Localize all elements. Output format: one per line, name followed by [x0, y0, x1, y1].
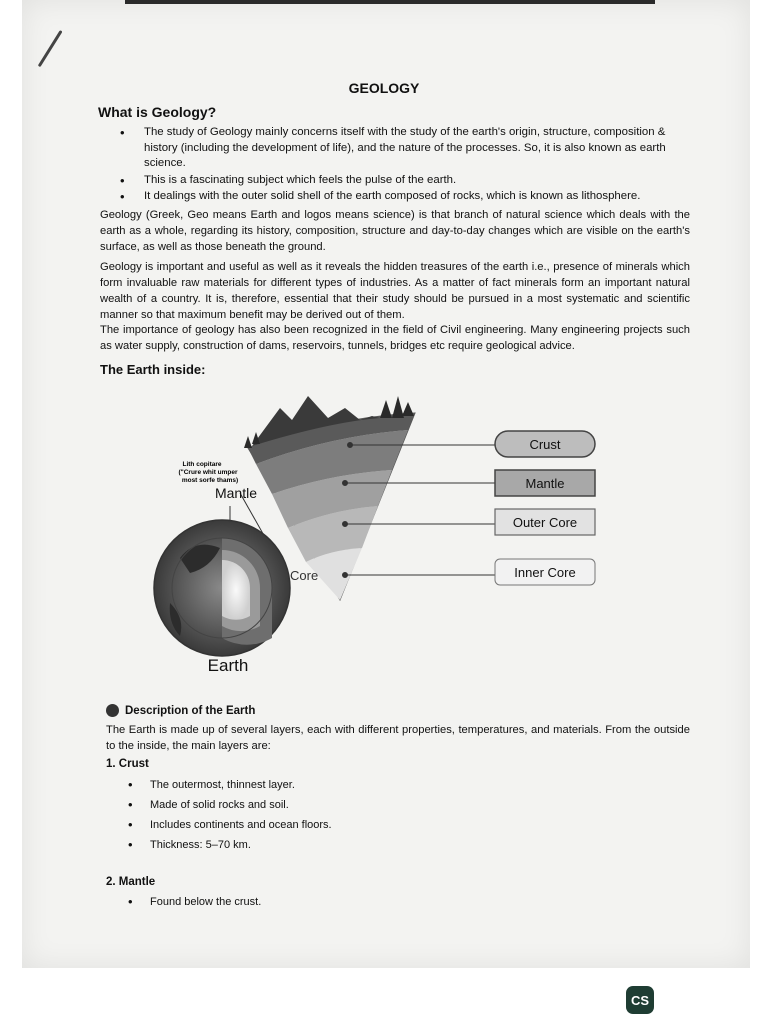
intro-bullets	[118, 125, 688, 206]
earth-inside-label: The Earth inside:	[100, 362, 206, 377]
camscanner-logo-icon: CS	[626, 986, 654, 1014]
description-heading	[106, 704, 255, 717]
paragraph-definition: Geology (Greek, Geo means Earth and logos means science) is that branch of natural science which deals with the earth as a whole, regarding its history, composition, structure and day-to-day changes which are visible on the earth's surface, as well as those beneath the ground.	[100, 209, 690, 253]
lith-note-line1: Lith copitare	[182, 461, 222, 468]
label-crust	[495, 431, 595, 457]
list-item: • Found below the crust.	[128, 892, 261, 912]
mantle-list	[128, 892, 261, 912]
bullet-item: • The study of Geology mainly concerns itself with the study of the earth's origin, structure, composition & history (including the development of life), and the nature of the processes. So, it is also known as earth science.	[118, 125, 688, 172]
description-heading-text: Description of the Earth	[125, 704, 256, 717]
earth-label: Earth	[207, 656, 249, 675]
paragraph-importance: Geology is important and useful as well as it reveals the hidden treasures of the earth i.e., presence of minerals which form invaluable raw materials for different types of industries. As a matter of fact minerals form an important natural wealth of a country. It is, therefore, essential that their study should be pursued in a most systematic and scientific manner so that maximum benefit may be derived out of them.	[100, 261, 690, 321]
bullet-item: • This is a fascinating subject which feels the pulse of the earth.	[118, 173, 688, 189]
mantle-side-label: Mantle	[214, 485, 258, 501]
page-title: GEOLOGY	[348, 80, 420, 96]
lith-note-line3: most sorfe thams)	[181, 477, 239, 484]
mantle-heading: 2. Mantle	[106, 876, 156, 888]
earth-globe	[154, 520, 290, 656]
label-mantle	[495, 470, 595, 496]
outer-core-label: Outer Core	[512, 515, 578, 530]
crust-heading: 1. Crust	[106, 758, 149, 770]
label-inner-core	[495, 559, 595, 585]
label-outer-core	[495, 509, 595, 535]
list-item: • Made of solid rocks and soil.	[128, 795, 332, 815]
page-top-edge	[125, 0, 655, 4]
crust-list	[128, 775, 332, 855]
bullet-item: • It dealings with the outer solid shell of the earth composed of rocks, which is known as lithosphere.	[118, 189, 688, 205]
list-item: • The outermost, thinnest layer.	[128, 775, 332, 795]
list-item: • Thickness: 5–70 km.	[128, 835, 332, 855]
core-label: Core	[290, 568, 319, 583]
lith-note-line2: ("Crure whit umper	[178, 469, 238, 476]
inner-core-label: Inner Core	[514, 565, 576, 580]
section-heading: What is Geology?	[98, 104, 217, 120]
mantle-label: Mantle	[525, 476, 565, 491]
earth-layers-diagram	[140, 378, 610, 678]
globe-bullet-icon	[106, 704, 119, 717]
paragraph-civil-engineering: The importance of geology has also been recognized in the field of Civil engineering. Many engineering projects such as water supply, construction of dams, reservoirs, tunnels, bridges etc require geological advice.	[100, 324, 690, 352]
list-item: • Includes continents and ocean floors.	[128, 815, 332, 835]
crust-label: Crust	[529, 437, 561, 452]
description-intro: The Earth is made up of several layers, each with different properties, temperatures, and materials. From the outside to the inside, the main layers are:	[106, 724, 690, 752]
